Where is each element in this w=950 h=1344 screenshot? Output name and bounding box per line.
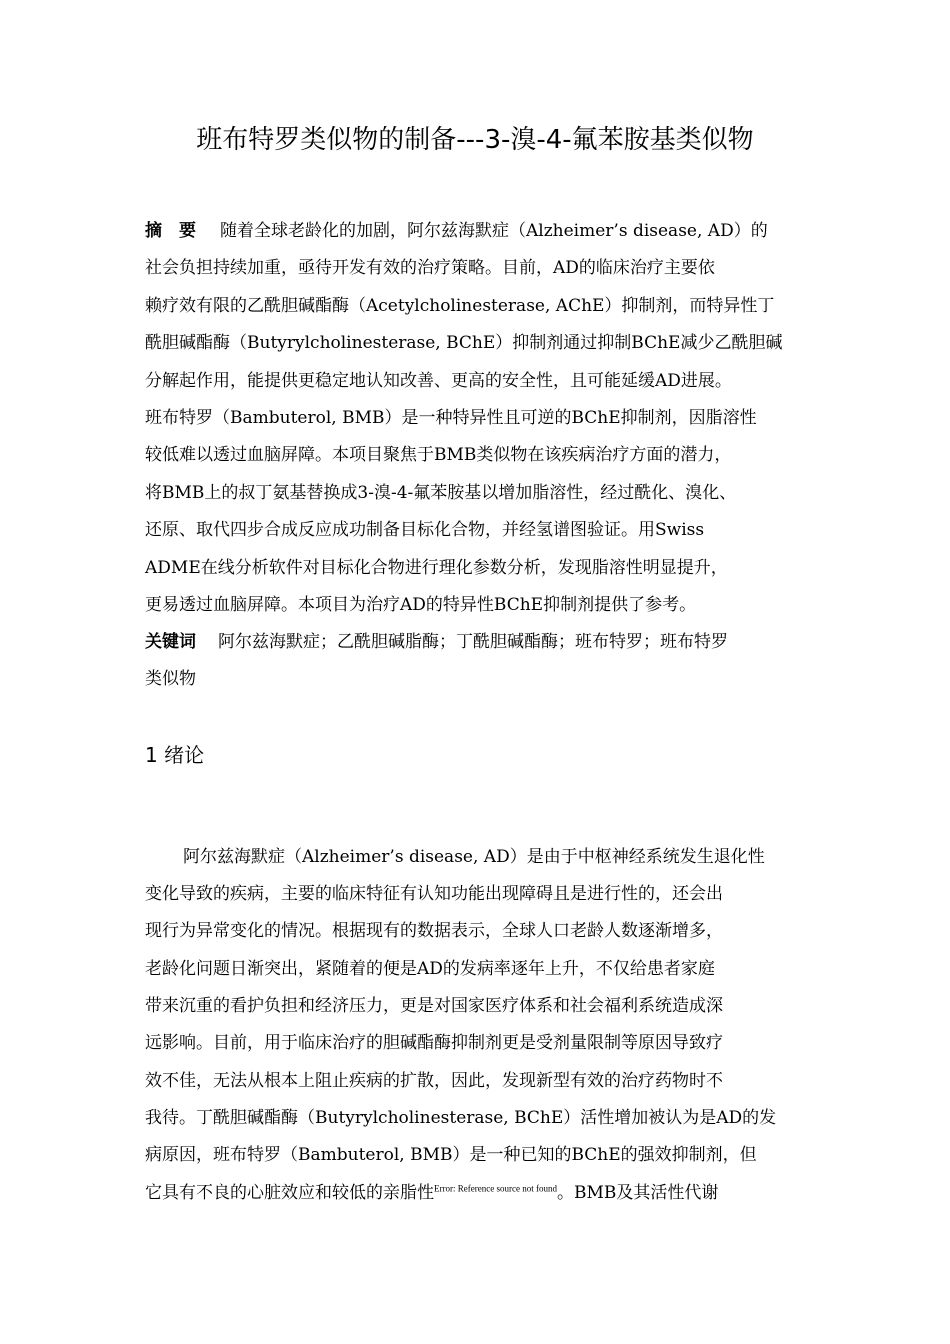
section-line-4: 老龄化问题日渐突出，紧随着的便是AD的发病率逐年上升，不仅给患者家庭: [145, 959, 715, 979]
abstract-line-5: 分解起作用，能提供更稳定地认知改善、更高的安全性，且可能延缓AD进展。: [145, 371, 732, 391]
keywords-line-2: 类似物: [145, 669, 196, 689]
section-line-2: 变化导致的疾病，主要的临床特征有认知功能出现障碍且是进行性的，还会出: [145, 884, 723, 904]
document-title: 班布特罗类似物的制备---3-溴-4-氟苯胺基类似物: [196, 125, 754, 155]
abstract-line-7: 较低难以透过血脑屏障。本项目聚焦于BMB类似物在该疾病治疗方面的潜力，: [145, 445, 732, 465]
section-line-7: 效不佳，无法从根本上阻止疾病的扩散，因此，发现新型有效的治疗药物时不: [145, 1071, 723, 1091]
section-line-10: [145, 1181, 718, 1205]
reference-error-note: Error: Reference source not found: [434, 1183, 557, 1194]
abstract-line-8: 将BMB上的叔丁氨基替换成3-溴-4-氟苯胺基以增加脂溶性，经过酰化、溴化、: [145, 483, 737, 503]
abstract-label: 摘 要: [145, 221, 196, 241]
abstract-line-10: ADME在线分析软件对目标化合物进行理化参数分析，发现脂溶性明显提升，: [145, 558, 728, 578]
section-line-10-text: 它具有不良的心脏效应和较低的亲脂性: [145, 1183, 434, 1203]
section-line-5: 带来沉重的看护负担和经济压力，更是对国家医疗体系和社会福利系统造成深: [145, 996, 723, 1016]
section-heading: 1 绪论: [145, 743, 205, 767]
abstract-line-2: 社会负担持续加重，亟待开发有效的治疗策略。目前，AD的临床治疗主要依: [145, 258, 715, 278]
abstract-line-4: 酰胆碱酯酶（Butyrylcholinesterase, BChE）抑制剂通过抑制BChE减少乙酰胆碱: [145, 333, 783, 353]
abstract-line-1: [145, 219, 768, 243]
section-line-6: 远影响。目前，用于临床治疗的胆碱酯酶抑制剂更是受剂量限制等原因导致疗: [145, 1033, 723, 1053]
abstract-line-11: 更易透过血脑屏障。本项目为治疗AD的特异性BChE抑制剂提供了参考。: [145, 595, 697, 615]
abstract-line-3: 赖疗效有限的乙酰胆碱酯酶（Acetylcholinesterase, AChE）抑制剂，而特异性丁: [145, 296, 775, 316]
section-line-8: 我待。丁酰胆碱酯酶（Butyrylcholinesterase, BChE）活性增加被认为是AD的发: [145, 1108, 777, 1128]
keywords-text: 阿尔兹海默症；乙酰胆碱脂酶；丁酰胆碱酯酶；班布特罗；班布特罗: [218, 632, 728, 652]
section-line-1: 阿尔兹海默症（Alzheimer’s disease, AD）是由于中枢神经系统发生退化性: [183, 847, 765, 867]
keywords-label: 关键词: [145, 632, 196, 652]
section-line-9: 病原因，班布特罗（Bambuterol, BMB）是一种已知的BChE的强效抑制剂，但: [145, 1145, 757, 1165]
section-line-3: 现行为异常变化的情况。根据现有的数据表示，全球人口老龄人数逐渐增多，: [145, 921, 723, 941]
keywords-line-1: [145, 630, 728, 654]
section-line-10-tail: 。BMB及其活性代谢: [556, 1183, 719, 1203]
abstract-text: 随着全球老龄化的加剧，阿尔兹海默症（Alzheimer’s disease, AD）的: [220, 221, 768, 241]
abstract-line-6: 班布特罗（Bambuterol, BMB）是一种特异性且可逆的BChE抑制剂，因脂溶性: [145, 408, 757, 428]
abstract-line-9: 还原、取代四步合成反应成功制备目标化合物，并经氢谱图验证。用Swiss: [145, 520, 705, 540]
